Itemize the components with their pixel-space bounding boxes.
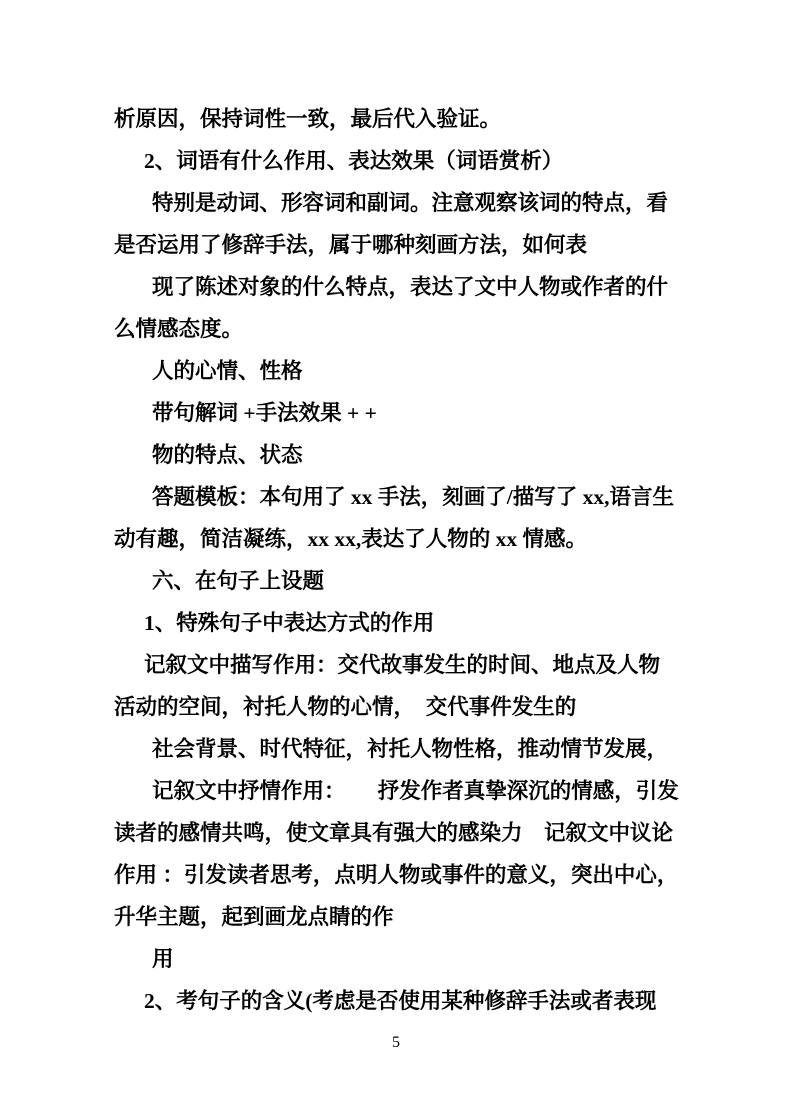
text-line: 用 — [152, 947, 174, 971]
text-line: 答题模板：本句用了 xx 手法，刻画了/描写了 xx,语言生 — [152, 485, 674, 509]
text-line: 社会背景、时代特征，衬托人物性格，推动情节发展， — [152, 737, 669, 761]
text-line: 带句解词 +手法效果 + + — [152, 401, 377, 425]
text-line: 特别是动词、形容词和副词。注意观察该词的特点，看 — [152, 191, 669, 215]
text-line: 升华主题，起到画龙点睛的作 — [114, 905, 394, 929]
page-number: 5 — [392, 1034, 400, 1051]
text-line: 么情感态度。 — [114, 317, 244, 341]
text-line: 记叙文中抒情作用： 抒发作者真挚深沉的情感，引发 — [152, 779, 679, 803]
text-line: 2、词语有什么作用、表达效果（词语赏析） — [144, 149, 564, 173]
text-line: 物的特点、状态 — [152, 443, 303, 467]
text-line: 六、在句子上设题 — [152, 569, 325, 593]
text-line: 2、考句子的含义(考虑是否使用某种修辞手法或者表现 — [144, 989, 657, 1013]
text-line: 是否运用了修辞手法，属于哪种刻画方法，如何表 — [114, 233, 588, 257]
text-line: 作用 ：引发读者思考，点明人物或事件的意义，突出中心， — [114, 863, 679, 887]
text-line: 析原因，保持词性一致，最后代入验证。 — [114, 107, 502, 131]
text-line: 现了陈述对象的什么特点，表达了文中人物或作者的什 — [152, 275, 669, 299]
text-line: 活动的空间，衬托人物的心情， 交代事件发生的 — [114, 695, 577, 719]
document-body — [114, 98, 714, 1022]
text-line: 记叙文中描写作用：交代故事发生的时间、地点及人物 — [144, 653, 661, 677]
text-line: 1、特殊句子中表达方式的作用 — [144, 611, 435, 635]
text-line: 动有趣，简洁凝练，xx xx,表达了人物的 xx 情感。 — [114, 527, 588, 551]
text-line: 读者的感情共鸣，使文章具有强大的感染力 记叙文中议论 — [114, 821, 674, 845]
text-line: 人的心情、性格 — [152, 359, 303, 383]
